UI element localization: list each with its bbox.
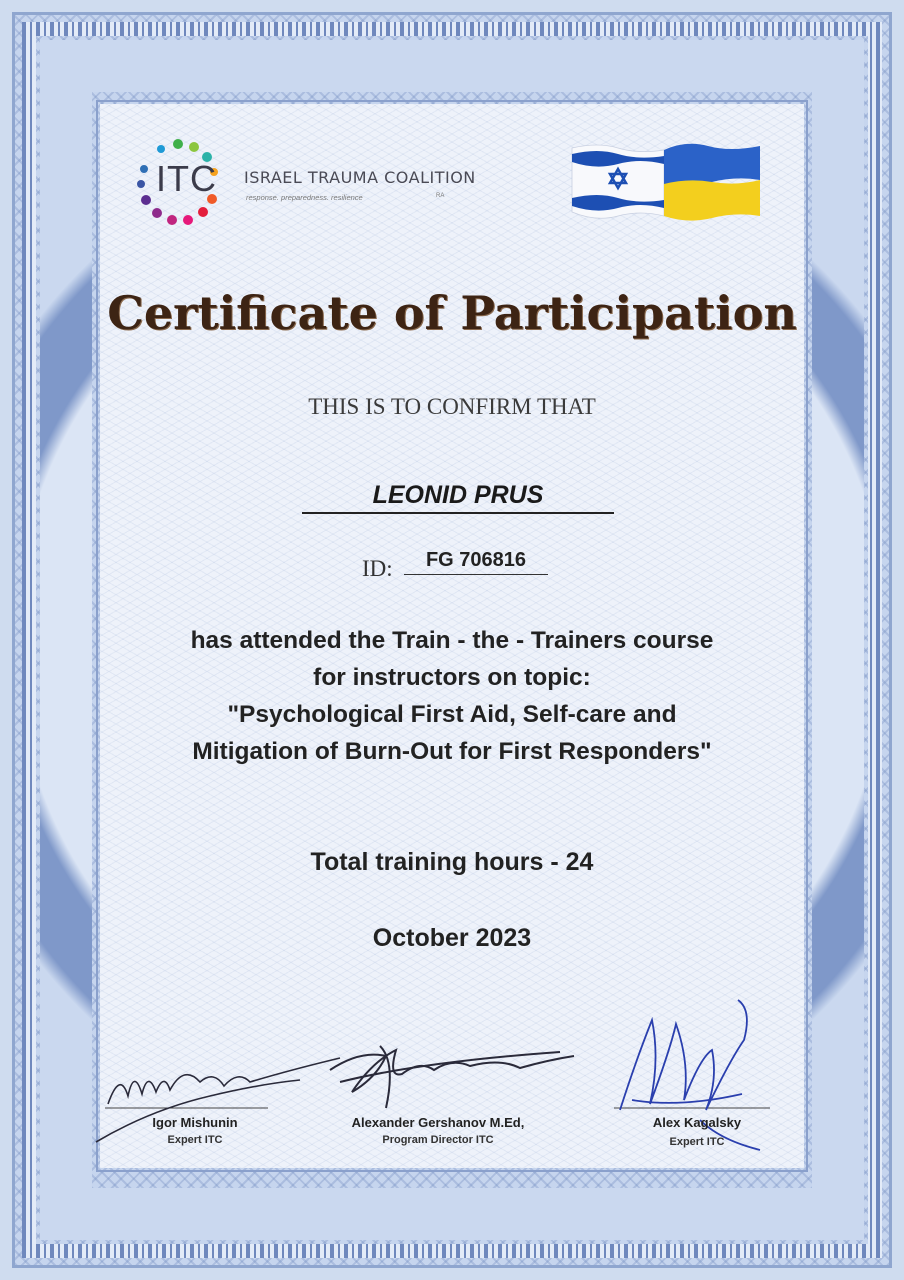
certificate-date: October 2023 xyxy=(372,924,532,952)
ukraine-flag-icon xyxy=(664,144,760,221)
certificate-title: Certificate of Participation xyxy=(107,286,797,340)
israel-flag-icon xyxy=(572,145,664,218)
course-line: for instructors on topic: xyxy=(313,664,591,691)
course-line: Mitigation of Burn-Out for First Responders" xyxy=(192,738,712,765)
signatory-role: Program Director ITC xyxy=(382,1134,494,1146)
recipient-name: LEONID PRUS xyxy=(302,481,614,514)
organization-tagline: response. preparedness. resilience xyxy=(246,193,363,202)
signatory-name: Alexander Gershanov M.Ed, xyxy=(351,1115,525,1130)
course-description xyxy=(100,622,804,770)
organization-name: ISRAEL TRAUMA COALITION xyxy=(244,168,476,187)
total-hours: Total training hours - 24 xyxy=(310,848,594,876)
signatory-role: Expert ITC xyxy=(669,1136,725,1148)
id-label: ID: xyxy=(362,556,393,581)
signatory-name: Alex Kagalsky xyxy=(652,1115,742,1130)
flags-icon xyxy=(568,138,764,224)
id-value: FG 706816 xyxy=(404,549,548,575)
organization-suffix: RA xyxy=(436,193,445,199)
course-line: has attended the Train - the - Trainers course xyxy=(190,627,714,654)
logo-text: ITC xyxy=(156,158,217,199)
course-line: "Psychological First Aid, Self-care and xyxy=(227,701,677,728)
confirm-line: THIS IS TO CONFIRM THAT xyxy=(308,394,596,419)
signatory-role: Expert ITC xyxy=(167,1134,223,1146)
signatory-name: Igor Mishunin xyxy=(152,1115,238,1130)
